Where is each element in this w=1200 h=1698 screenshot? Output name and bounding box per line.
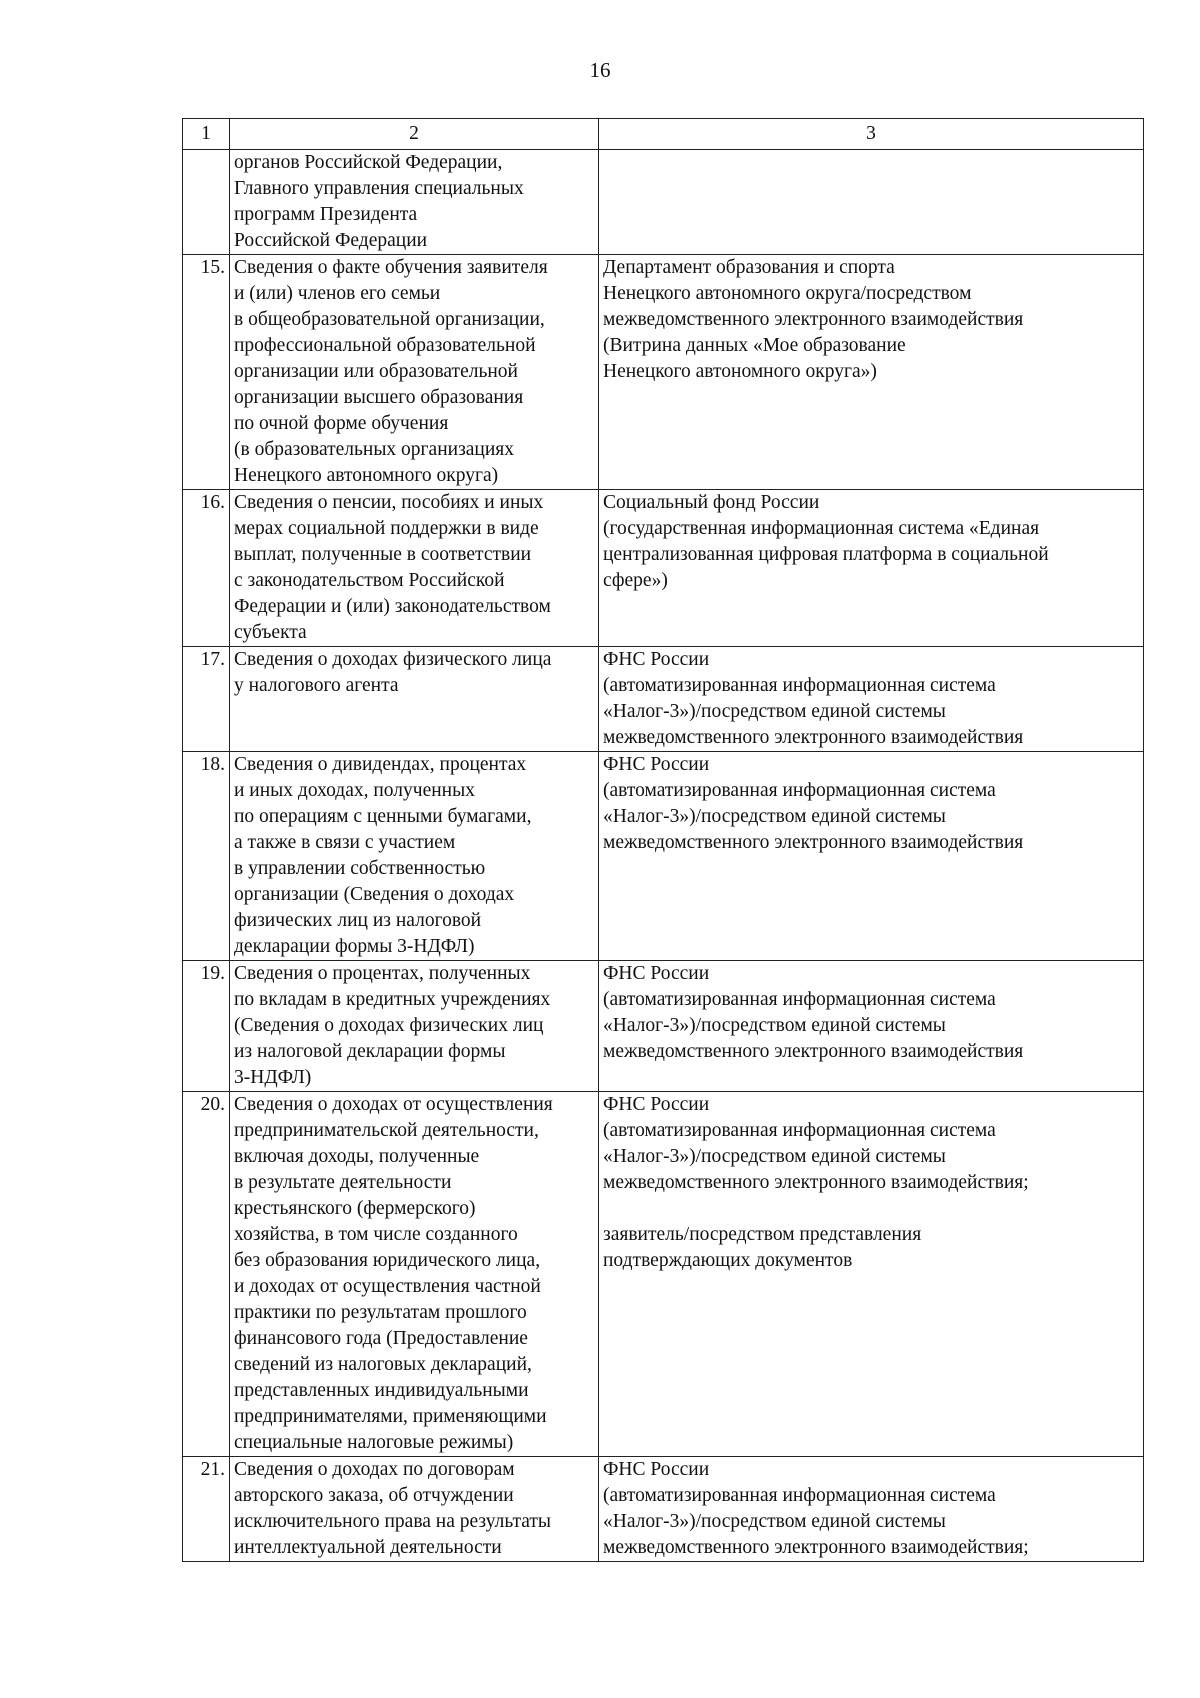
table-row bbox=[183, 490, 1144, 647]
info-line: авторского заказа, об отчуждении bbox=[234, 1485, 514, 1506]
header-col-1: 1 bbox=[183, 119, 230, 150]
page-number: 16 bbox=[589, 58, 611, 82]
row-number: 21. bbox=[183, 1457, 230, 1562]
info-line: выплат, полученные в соответствии bbox=[234, 544, 532, 565]
table-row bbox=[183, 255, 1144, 490]
info-line: по операциям с ценными бумагами, bbox=[234, 806, 532, 827]
row-number: 16. bbox=[183, 490, 230, 647]
source-line: (автоматизированная информационная система bbox=[603, 1120, 996, 1141]
info-line: практики по результатам прошлого bbox=[234, 1302, 527, 1323]
info-cell bbox=[230, 961, 599, 1092]
source-cell bbox=[599, 752, 1144, 961]
source-line: «Налог-3»)/посредством единой системы bbox=[603, 1015, 946, 1036]
source-line: централизованная цифровая платформа в социальной bbox=[603, 544, 1049, 565]
info-line: из налоговой декларации формы bbox=[234, 1041, 506, 1062]
source-line: Департамент образования и спорта bbox=[603, 257, 895, 278]
info-line: Сведения о доходах от осуществления bbox=[234, 1094, 553, 1115]
info-line: а также в связи с участием bbox=[234, 832, 456, 853]
info-cell bbox=[230, 752, 599, 961]
row-number: 17. bbox=[183, 647, 230, 752]
info-cell bbox=[230, 1092, 599, 1457]
source-line: «Налог-3»)/посредством единой системы bbox=[603, 806, 946, 827]
source-line: межведомственного электронного взаимодействия bbox=[603, 309, 1024, 330]
source-cell bbox=[599, 150, 1144, 255]
source-line: ФНС России bbox=[603, 963, 710, 984]
source-line: Ненецкого автономного округа/посредством bbox=[603, 283, 972, 304]
info-line: Сведения о факте обучения заявителя bbox=[234, 257, 548, 278]
info-line: организации (Сведения о доходах bbox=[234, 884, 515, 905]
info-line: предпринимателями, применяющими bbox=[234, 1406, 547, 1427]
row-number: 18. bbox=[183, 752, 230, 961]
info-line: исключительного права на результаты bbox=[234, 1511, 552, 1532]
table-row bbox=[183, 150, 1144, 255]
source-line: ФНС России bbox=[603, 1459, 710, 1480]
source-line: сфере») bbox=[603, 570, 668, 591]
source-line: межведомственного электронного взаимодействия bbox=[603, 832, 1024, 853]
info-line: (в образовательных организациях bbox=[234, 439, 515, 460]
info-line: по очной форме обучения bbox=[234, 413, 449, 434]
info-line: профессиональной образовательной bbox=[234, 335, 536, 356]
info-line: и иных доходах, полученных bbox=[234, 780, 475, 801]
info-line: Сведения о доходах по договорам bbox=[234, 1459, 515, 1480]
header-col-2: 2 bbox=[230, 119, 599, 150]
source-line: заявитель/посредством представления bbox=[603, 1224, 922, 1245]
row-number: 20. bbox=[183, 1092, 230, 1457]
info-line: представленных индивидуальными bbox=[234, 1380, 529, 1401]
source-line: ФНС России bbox=[603, 754, 710, 775]
header-col-3: 3 bbox=[599, 119, 1144, 150]
info-line: у налогового агента bbox=[234, 675, 399, 696]
table-row bbox=[183, 752, 1144, 961]
source-line: (автоматизированная информационная система bbox=[603, 1485, 996, 1506]
info-line: (Сведения о доходах физических лиц bbox=[234, 1015, 544, 1036]
info-line: Сведения о доходах физического лица bbox=[234, 649, 552, 670]
source-line: межведомственного электронного взаимодействия; bbox=[603, 1172, 1029, 1193]
info-line: органов Российской Федерации, bbox=[234, 152, 503, 173]
info-line: сведений из налоговых деклараций, bbox=[234, 1354, 532, 1375]
info-line: субъекта bbox=[234, 622, 307, 643]
source-line: (автоматизированная информационная система bbox=[603, 989, 996, 1010]
info-line: программ Президента bbox=[234, 204, 418, 225]
info-cell bbox=[230, 255, 599, 490]
info-line: Сведения о дивидендах, процентах bbox=[234, 754, 527, 775]
table-row bbox=[183, 1457, 1144, 1562]
document-table bbox=[182, 118, 1144, 1562]
info-line: хозяйства, в том числе созданного bbox=[234, 1224, 518, 1245]
table-header-row bbox=[183, 119, 1144, 150]
table-row bbox=[183, 961, 1144, 1092]
source-cell bbox=[599, 1457, 1144, 1562]
info-line: в результате деятельности bbox=[234, 1172, 452, 1193]
source-line: «Налог-3»)/посредством единой системы bbox=[603, 701, 946, 722]
info-line: организации высшего образования bbox=[234, 387, 524, 408]
blank-line bbox=[603, 1196, 1139, 1222]
table-row bbox=[183, 1092, 1144, 1457]
source-line: ФНС России bbox=[603, 649, 710, 670]
source-cell bbox=[599, 961, 1144, 1092]
info-line: и (или) членов его семьи bbox=[234, 283, 441, 304]
source-line: ФНС России bbox=[603, 1094, 710, 1115]
info-line: интеллектуальной деятельности bbox=[234, 1537, 502, 1558]
info-cell bbox=[230, 647, 599, 752]
info-line: декларации формы 3-НДФЛ) bbox=[234, 936, 475, 957]
info-line: Ненецкого автономного округа) bbox=[234, 465, 499, 486]
row-number: 15. bbox=[183, 255, 230, 490]
source-line: (государственная информационная система «Единая bbox=[603, 518, 1040, 539]
source-line: «Налог-3»)/посредством единой системы bbox=[603, 1511, 946, 1532]
info-line: мерах социальной поддержки в виде bbox=[234, 518, 539, 539]
info-line: и доходах от осуществления частной bbox=[234, 1276, 541, 1297]
info-line: организации или образовательной bbox=[234, 361, 518, 382]
source-cell bbox=[599, 255, 1144, 490]
source-line: подтверждающих документов bbox=[603, 1250, 853, 1271]
table-body bbox=[183, 150, 1144, 1562]
table-row bbox=[183, 647, 1144, 752]
info-line: включая доходы, полученные bbox=[234, 1146, 480, 1167]
info-cell bbox=[230, 150, 599, 255]
info-line: физических лиц из налоговой bbox=[234, 910, 482, 931]
info-line: Сведения о процентах, полученных bbox=[234, 963, 531, 984]
info-line: по вкладам в кредитных учреждениях bbox=[234, 989, 551, 1010]
info-line: в управлении собственностью bbox=[234, 858, 486, 879]
info-line: Главного управления специальных bbox=[234, 178, 524, 199]
source-line: (Витрина данных «Мое образование bbox=[603, 335, 906, 356]
source-line: межведомственного электронного взаимодействия; bbox=[603, 1537, 1029, 1558]
info-line: 3-НДФЛ) bbox=[234, 1067, 312, 1088]
info-line: Сведения о пенсии, пособиях и иных bbox=[234, 492, 544, 513]
info-line: предпринимательской деятельности, bbox=[234, 1120, 539, 1141]
source-line: «Налог-3»)/посредством единой системы bbox=[603, 1146, 946, 1167]
source-line: межведомственного электронного взаимодействия bbox=[603, 1041, 1024, 1062]
info-line: Федерации и (или) законодательством bbox=[234, 596, 551, 617]
info-line: Российской Федерации bbox=[234, 230, 428, 251]
source-line: (автоматизированная информационная система bbox=[603, 675, 996, 696]
info-line: с законодательством Российской bbox=[234, 570, 505, 591]
source-line: (автоматизированная информационная система bbox=[603, 780, 996, 801]
info-cell bbox=[230, 490, 599, 647]
source-line: межведомственного электронного взаимодействия bbox=[603, 727, 1024, 748]
row-number bbox=[183, 150, 230, 255]
source-cell bbox=[599, 1092, 1144, 1457]
source-cell bbox=[599, 490, 1144, 647]
info-cell bbox=[230, 1457, 599, 1562]
info-line: финансового года (Предоставление bbox=[234, 1328, 528, 1349]
source-cell bbox=[599, 647, 1144, 752]
info-line: специальные налоговые режимы) bbox=[234, 1432, 514, 1453]
row-number: 19. bbox=[183, 961, 230, 1092]
source-line: Ненецкого автономного округа») bbox=[603, 361, 877, 382]
info-line: без образования юридического лица, bbox=[234, 1250, 541, 1271]
info-line: крестьянского (фермерского) bbox=[234, 1198, 476, 1219]
source-line: Социальный фонд России bbox=[603, 492, 820, 513]
info-line: в общеобразовательной организации, bbox=[234, 309, 545, 330]
